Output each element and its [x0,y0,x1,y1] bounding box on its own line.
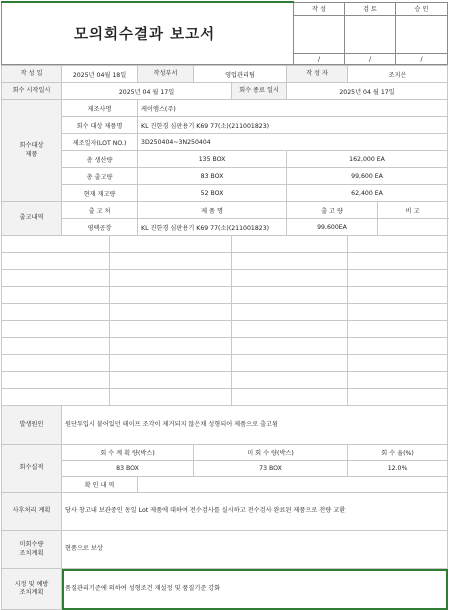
label-recall-end: 회수 종료 일시 [232,83,287,100]
header-destination: 출 고 처 [62,202,138,219]
shipping-empty-cell[interactable] [348,236,448,253]
shipping-empty-cell[interactable] [348,253,448,270]
sign-date-review: / [345,54,396,65]
recall-rate-value[interactable]: 12.0% [348,461,448,477]
sign-date-writer: / [294,54,345,65]
shipping-empty-cell[interactable] [348,389,448,406]
shipping-empty-cell[interactable] [232,372,348,389]
shipping-empty-cell[interactable] [110,287,232,304]
total-production-ea[interactable]: 162,000 EA [287,151,448,168]
shipping-empty-cell[interactable] [348,270,448,287]
shipping-empty-cell[interactable] [232,287,348,304]
shipping-empty-cell[interactable] [110,253,232,270]
report-form [1,65,448,610]
table-row [2,270,448,287]
shipping-product[interactable]: KL 진한경 심판용기 K69 77(소)(211001823) [138,219,287,236]
label-confirmation: 확 인 내 역 [62,477,138,493]
shipping-empty-cell[interactable] [232,355,348,372]
field-recall-start[interactable]: 2025년 04 월 17일 [62,83,232,100]
field-corrective-plan[interactable]: 품질관리기준에 의하여 성형조건 재설정 및 품질기준 강화 [62,569,448,610]
shipping-empty-cell[interactable] [232,236,348,253]
sign-box-approve[interactable] [396,16,448,54]
shipping-empty-cell[interactable] [348,287,448,304]
shipping-empty-cell[interactable] [110,321,232,338]
shipping-empty-cell[interactable] [232,338,348,355]
shipping-empty-cell[interactable] [348,304,448,321]
shipping-empty-cell[interactable] [110,270,232,287]
approval-header-approve: 승 인 [396,2,448,16]
header-recall-rate: 회 수 율(%) [348,445,448,461]
sign-date-approve: / [396,54,448,65]
label-product: 회수 대상 제품명 [62,117,138,134]
approval-header-review: 검 토 [345,2,396,16]
table-row [2,304,448,321]
field-recall-end[interactable]: 2025년 04 월 17일 [287,83,448,100]
shipping-empty-cell[interactable] [2,270,110,287]
total-shipped-ea[interactable]: 99,600 EA [287,168,448,185]
field-writer[interactable]: 조지은 [348,66,448,83]
shipping-empty-cell[interactable] [348,338,448,355]
section-shipping: 출고내역 [2,202,62,236]
table-row [2,321,448,338]
shipping-empty-cell[interactable] [110,236,232,253]
table-row [2,338,448,355]
field-maker[interactable]: 케이엠스(주) [138,100,448,117]
header-note: 비 고 [378,202,448,219]
shipping-note[interactable] [378,219,448,236]
page-title: 모의회수결과 보고서 [2,2,294,65]
field-uncollected-plan[interactable]: 현품으로 보상 [62,531,448,569]
total-production-box[interactable]: 135 BOX [138,151,287,168]
shipping-qty[interactable]: 99,600EA [287,219,378,236]
label-followup: 사후처리 계획 [2,493,62,531]
approval-header-writer: 작 성 [294,2,345,16]
current-stock-box[interactable]: 52 BOX [138,185,287,202]
shipping-empty-cell[interactable] [2,304,110,321]
shipping-empty-cell[interactable] [348,321,448,338]
header-recall-plan: 회 수 계 획 량(박스) [62,445,194,461]
shipping-empty-cell[interactable] [2,253,110,270]
header-product-name: 제 품 명 [138,202,287,219]
header-unrecalled: 미 회 수 량(박스) [194,445,348,461]
header-shipped-qty: 출 고 량 [287,202,378,219]
label-total-production: 총 생산량 [62,151,138,168]
shipping-empty-cell[interactable] [110,338,232,355]
label-writer: 작 성 자 [287,66,348,83]
label-uncollected-plan: 미회수량 조치계획 [2,531,62,569]
table-row [2,287,448,304]
table-row [2,219,448,236]
label-corrective-plan: 시정 및 예방 조치계획 [2,569,62,610]
title-block [1,1,448,65]
shipping-empty-cell[interactable] [2,355,110,372]
label-maker: 제조사명 [62,100,138,117]
shipping-empty-cell[interactable] [232,321,348,338]
label-dept: 작성부서 [138,66,194,83]
table-row [2,355,448,372]
shipping-empty-cell[interactable] [348,372,448,389]
label-lot: 제조일자(LOT NO.) [62,134,138,151]
shipping-destination[interactable]: 평택공장 [62,219,138,236]
label-current-stock: 현재 재고량 [62,185,138,202]
label-cause: 발생원인 [2,406,62,445]
field-followup[interactable]: 당사 창고내 보관중인 동일 Lot 제품에 대하여 전수검사를 실시하고 전수검사 완료된 제품으로 전량 교환 [62,493,448,531]
unrecalled-value[interactable]: 73 BOX [194,461,348,477]
field-date[interactable]: 2025년 04월 18일 [62,66,138,83]
current-stock-ea[interactable]: 62,400 EA [287,185,448,202]
recall-plan-value[interactable]: 83 BOX [62,461,194,477]
table-row [2,372,448,389]
field-cause[interactable]: 원단투입시 붙어있던 테이프 조각이 제거되지 않은채 성형되어 제품으로 출고됨 [62,406,448,445]
shipping-empty-cell[interactable] [232,304,348,321]
shipping-empty-cell[interactable] [232,270,348,287]
field-lot[interactable]: 3D250404~3N250404 [138,134,448,151]
shipping-empty-cell[interactable] [110,355,232,372]
section-target-product: 회수대상 제품 [2,100,62,202]
label-total-shipped: 총 출고량 [62,168,138,185]
shipping-empty-cell[interactable] [110,389,232,406]
shipping-empty-cell[interactable] [110,372,232,389]
shipping-empty-cell[interactable] [2,321,110,338]
table-row [2,253,448,270]
shipping-empty-cell[interactable] [232,389,348,406]
shipping-empty-cell[interactable] [2,287,110,304]
total-shipped-box[interactable]: 83 BOX [138,168,287,185]
field-product[interactable]: KL 진한경 심판용기 K69 77(소)(211001823) [138,117,448,134]
shipping-empty-cell[interactable] [348,355,448,372]
table-row [2,236,448,253]
shipping-empty-cell[interactable] [232,253,348,270]
shipping-empty-cell[interactable] [110,304,232,321]
shipping-empty-cell[interactable] [2,338,110,355]
shipping-empty-cell[interactable] [2,389,110,406]
label-performance: 회수실적 [2,445,62,493]
shipping-empty-cell[interactable] [2,372,110,389]
shipping-empty-cell[interactable] [2,236,110,253]
table-row [2,389,448,406]
sign-box-writer[interactable] [294,16,345,54]
label-date: 작 성 일 [2,66,62,83]
field-dept[interactable]: 영업관리팀 [194,66,287,83]
label-recall-start: 회수 시작일시 [2,83,62,100]
sign-box-review[interactable] [345,16,396,54]
field-confirmation[interactable] [138,477,448,493]
